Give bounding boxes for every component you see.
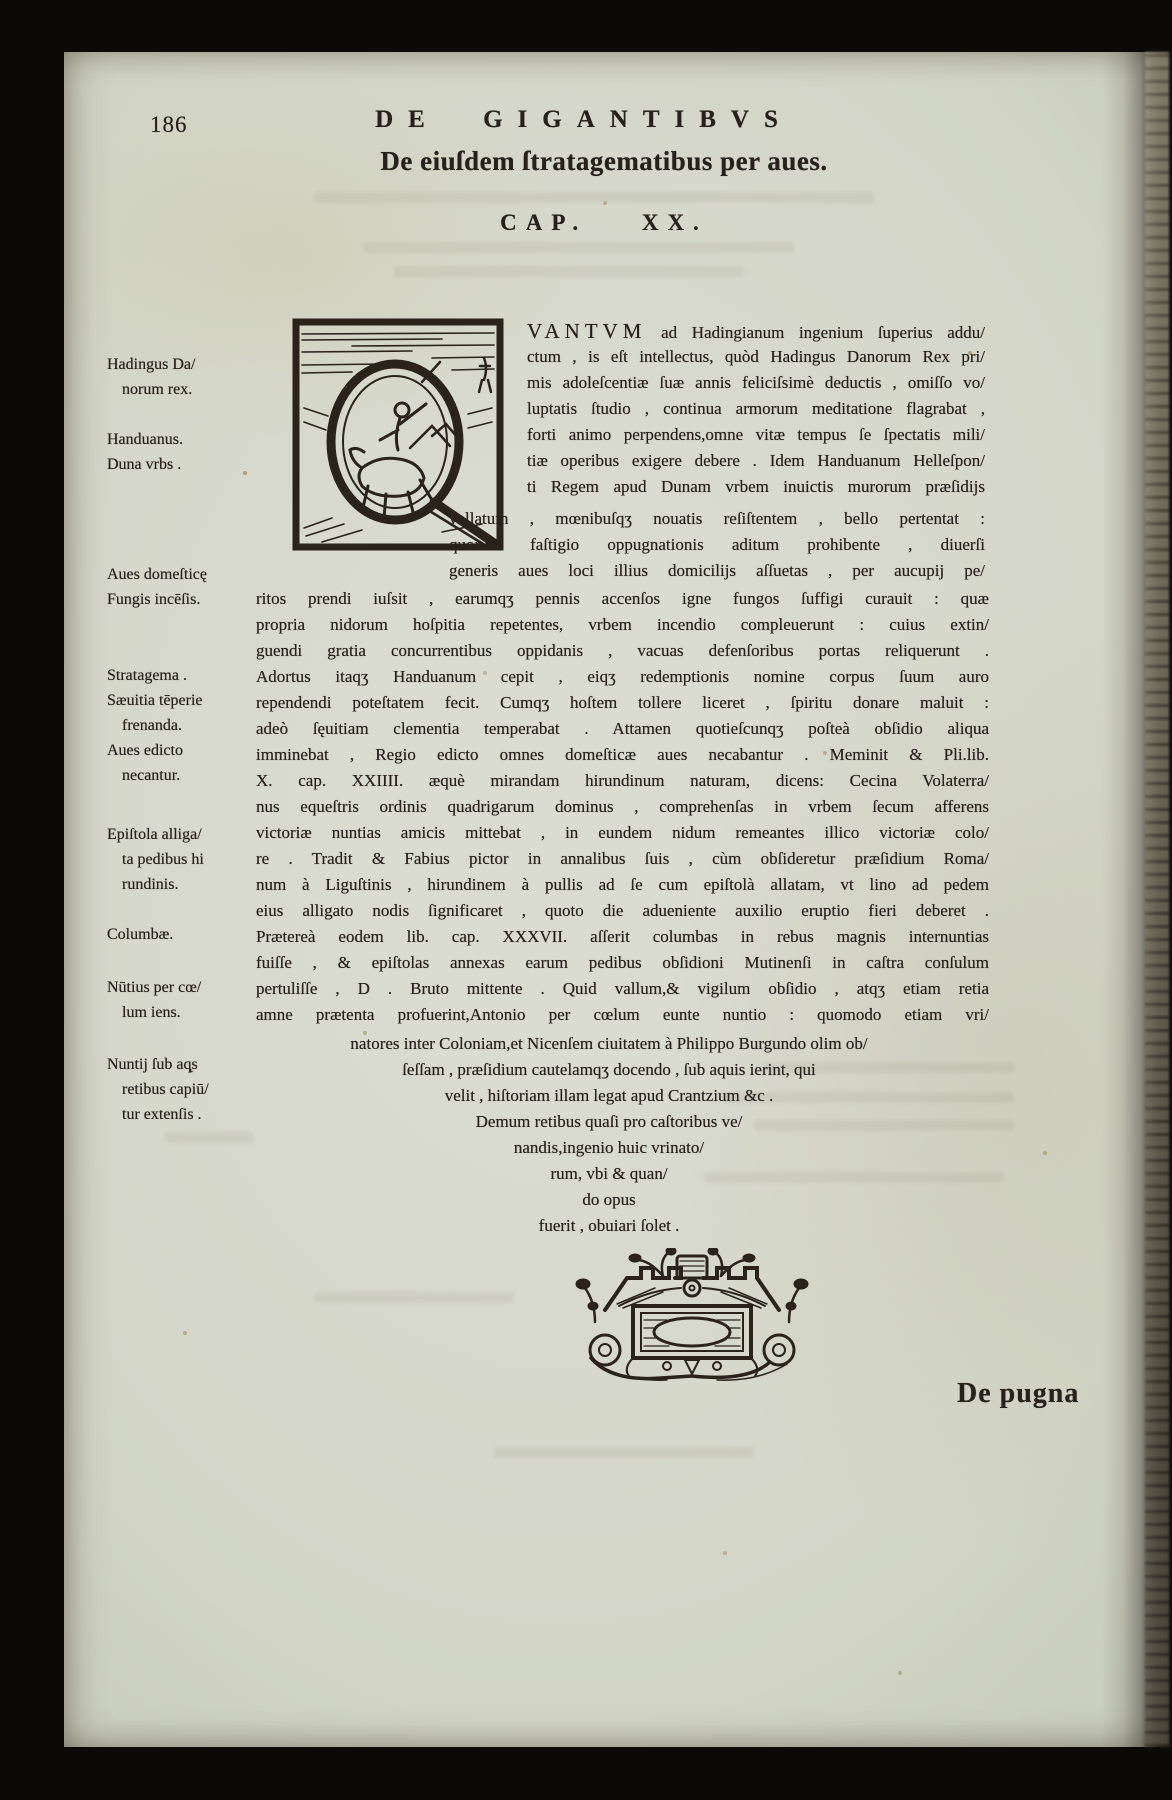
body-line: fuiſſe , & epiſtolas annexas earum pedibus obſidioni Mutinenſi in caſtra conſulum xyxy=(256,953,989,972)
margin-note-line: Nūtius per cœ/ xyxy=(107,979,202,996)
margin-note xyxy=(107,352,267,402)
body-line: vallatum , mœnibuſqʒ nouatis reſiſtentem , bello pertentat : xyxy=(449,509,985,528)
body-line: do opus xyxy=(582,1190,636,1209)
margin-note-line: Fungis incēſis. xyxy=(107,591,201,608)
body-line: mis adoleſcentiæ ſuæ annis feliciſsimè deductis , omiſſo vo/ xyxy=(527,373,985,392)
showthrough-ghost xyxy=(394,266,744,277)
margin-note-line: Stratagema . xyxy=(107,667,187,684)
body-line: Prætereà eodem lib. cap. XXXVII. aſſerit columbas in rebus magnis internuntias xyxy=(256,927,989,946)
tailpiece-ornament-icon xyxy=(567,1248,817,1386)
body-line: ritos prendi iuſsit , earumqʒ pennis accenſos igne fungos ſuffigi curauit : quæ xyxy=(256,589,989,608)
margin-note-line: necantur. xyxy=(122,767,181,784)
margin-note xyxy=(107,663,267,788)
margin-note-line: ta pedibus hi xyxy=(122,851,204,868)
margin-note-line: Hadingus Da/ xyxy=(107,356,196,373)
body-line: tiæ operibus exigere debere . Idem Handuanum Helleſpon/ xyxy=(527,451,985,470)
body-line: nus equeſtris ordinis quadrigarum dominus , comprehenſas in vrbem ſecum afferens xyxy=(256,797,989,816)
body-line: victoriæ nuntias amicis mittebat , in eundem nidum remeantes illico victoriæ colo/ xyxy=(256,823,989,842)
body-text-beside-initial xyxy=(527,318,985,500)
page-number: 186 xyxy=(150,112,188,137)
body-line: natores inter Coloniam,et Nicenſem ciuitatem à Philippo Burgundo olim ob/ xyxy=(350,1034,868,1053)
body-line: velit , hiſtoriam illam legat apud Crantzium &c . xyxy=(444,1086,774,1105)
running-head: DE GIGANTIBVS xyxy=(375,106,793,133)
margin-note-line: Columbæ. xyxy=(107,926,174,943)
margin-note-line: Nuntij ſub aq̨s xyxy=(107,1056,198,1073)
showthrough-ghost xyxy=(704,1172,1004,1183)
showthrough-ghost xyxy=(494,1447,754,1458)
margin-note-line: tur extenſis . xyxy=(122,1106,202,1123)
body-line: quorum faſtigio oppugnationis aditum prohibente , diuerſi xyxy=(449,535,985,554)
margin-note xyxy=(107,975,267,1025)
margin-note-line: Duna vrbs . xyxy=(107,456,182,473)
foxing-specks xyxy=(64,52,66,54)
body-line: ſeſſam , præſidium cautelamqʒ docendo , ſub aquis ierint, qui xyxy=(402,1060,816,1079)
body-line: rum, vbi & quan/ xyxy=(550,1164,668,1183)
showthrough-ghost xyxy=(164,1132,254,1143)
margin-note-line: frenanda. xyxy=(122,717,182,734)
margin-note-line: Aues edicto xyxy=(107,742,183,759)
opening-caps: VANTVM xyxy=(527,319,647,343)
body-line: forti animo perpendens,omne vitæ tempus ſe ſpectatis mili/ xyxy=(527,425,985,444)
margin-note-line: retibus capiū/ xyxy=(122,1081,209,1098)
body-line: fuerit , obuiari ſolet . xyxy=(538,1216,680,1235)
showthrough-ghost xyxy=(724,1092,1014,1103)
body-line xyxy=(527,318,985,344)
body-line: adeò ſęuitiam clementia temperabat . Attamen quotieſcunqʒ poſteà obſidio aliqua xyxy=(256,719,989,738)
margin-note-line: Sæuitia tēperie xyxy=(107,692,203,709)
chapter-heading: CAP. XX. xyxy=(500,210,708,235)
book-page xyxy=(64,52,1172,1747)
body-line: amne prætenta profuerint,Antonio per cœlum eunte nuntio : quomodo etiam vri/ xyxy=(256,1005,989,1024)
body-line: luptatis ſtudio , continua armorum meditatione flagrabat , xyxy=(527,399,985,418)
margin-note-line: Aues domeſticę xyxy=(107,566,207,583)
margin-note xyxy=(107,562,267,612)
body-line: ti Regem apud Dunam vrbem inuictis murorum præſidijs xyxy=(527,477,985,496)
body-line: generis aues loci illius domicilijs aſſuetas , per aucupij pe/ xyxy=(449,561,985,580)
facing-page-edge xyxy=(1145,52,1169,1747)
body-line: X. cap. XXIIII. æquè mirandam hirundinum naturam, dicens: Cecina Volaterra/ xyxy=(256,771,989,790)
body-line-text: ad Hadingianum ingenium ſuperius addu/ xyxy=(646,323,985,342)
margin-note-line: rundinis. xyxy=(122,876,179,893)
body-line: Demum retibus quaſi pro caſtoribus ve/ xyxy=(475,1112,743,1131)
showthrough-ghost xyxy=(364,242,794,253)
body-line: eius alligato nodis ſignificaret , quoto die adueniente auxilio eruptio fieri deberet . xyxy=(256,901,989,920)
chapter-subtitle: De eiuſdem ſtratagematibus per aues. xyxy=(380,146,828,176)
showthrough-ghost xyxy=(764,1062,1014,1073)
margin-note xyxy=(107,922,267,947)
margin-note xyxy=(107,427,267,477)
margin-note-line: Epiſtola alliga/ xyxy=(107,826,202,843)
body-line: imminebat , Regio edicto omnes domeſticæ aues necabantur . Meminit & Pli.lib. xyxy=(256,745,989,764)
body-line: nandis,ingenio huic vrinato/ xyxy=(513,1138,705,1157)
showthrough-ghost xyxy=(314,192,874,203)
body-text-full-width xyxy=(256,586,989,1028)
catchword: De pugna xyxy=(957,1378,1080,1409)
body-line: guendi gratia concurrentibus oppidanis , vacuas defenſoribus portas reliquerunt . xyxy=(256,641,989,660)
body-line: pertuliſſe , D . Bruto mittente . Quid vallum,& vigilum obſidio , atqʒ etiam retia xyxy=(256,979,989,998)
margin-note-line: lum iens. xyxy=(122,1004,181,1021)
body-line: rependendi poteſtatem fecit. Cumqʒ hoſtem tollere liceret , ſpiritu donare maluit : xyxy=(256,693,989,712)
body-line: re . Tradit & Fabius pictor in annalibus ſuis , cùm obſideretur præſidium Roma/ xyxy=(256,849,989,868)
margin-note xyxy=(107,822,267,897)
body-line: propria nidorum hoſpitia repetentes, vrbem incendio compleuerunt : cuius extin/ xyxy=(256,615,989,634)
body-line: num à Liguſtinis , hirundinem à pullis ad ſe cum epiſtolà allatam, vt lino ad pedem xyxy=(256,875,989,894)
showthrough-ghost xyxy=(314,1292,514,1303)
showthrough-ghost xyxy=(754,1120,1014,1131)
gutter-shadow xyxy=(1102,52,1172,1747)
body-text-below-initial-right xyxy=(449,506,985,584)
margin-note-line: Handuanus. xyxy=(107,431,183,448)
margin-note-line: norum rex. xyxy=(122,381,193,398)
body-line: ctum , is eſt intellectus, quòd Hadingus Danorum Rex pri/ xyxy=(527,347,985,366)
body-line: Adortus itaqʒ Handuanum cepit , eiqʒ redemptionis nomine corpus ſuum auro xyxy=(256,667,989,686)
